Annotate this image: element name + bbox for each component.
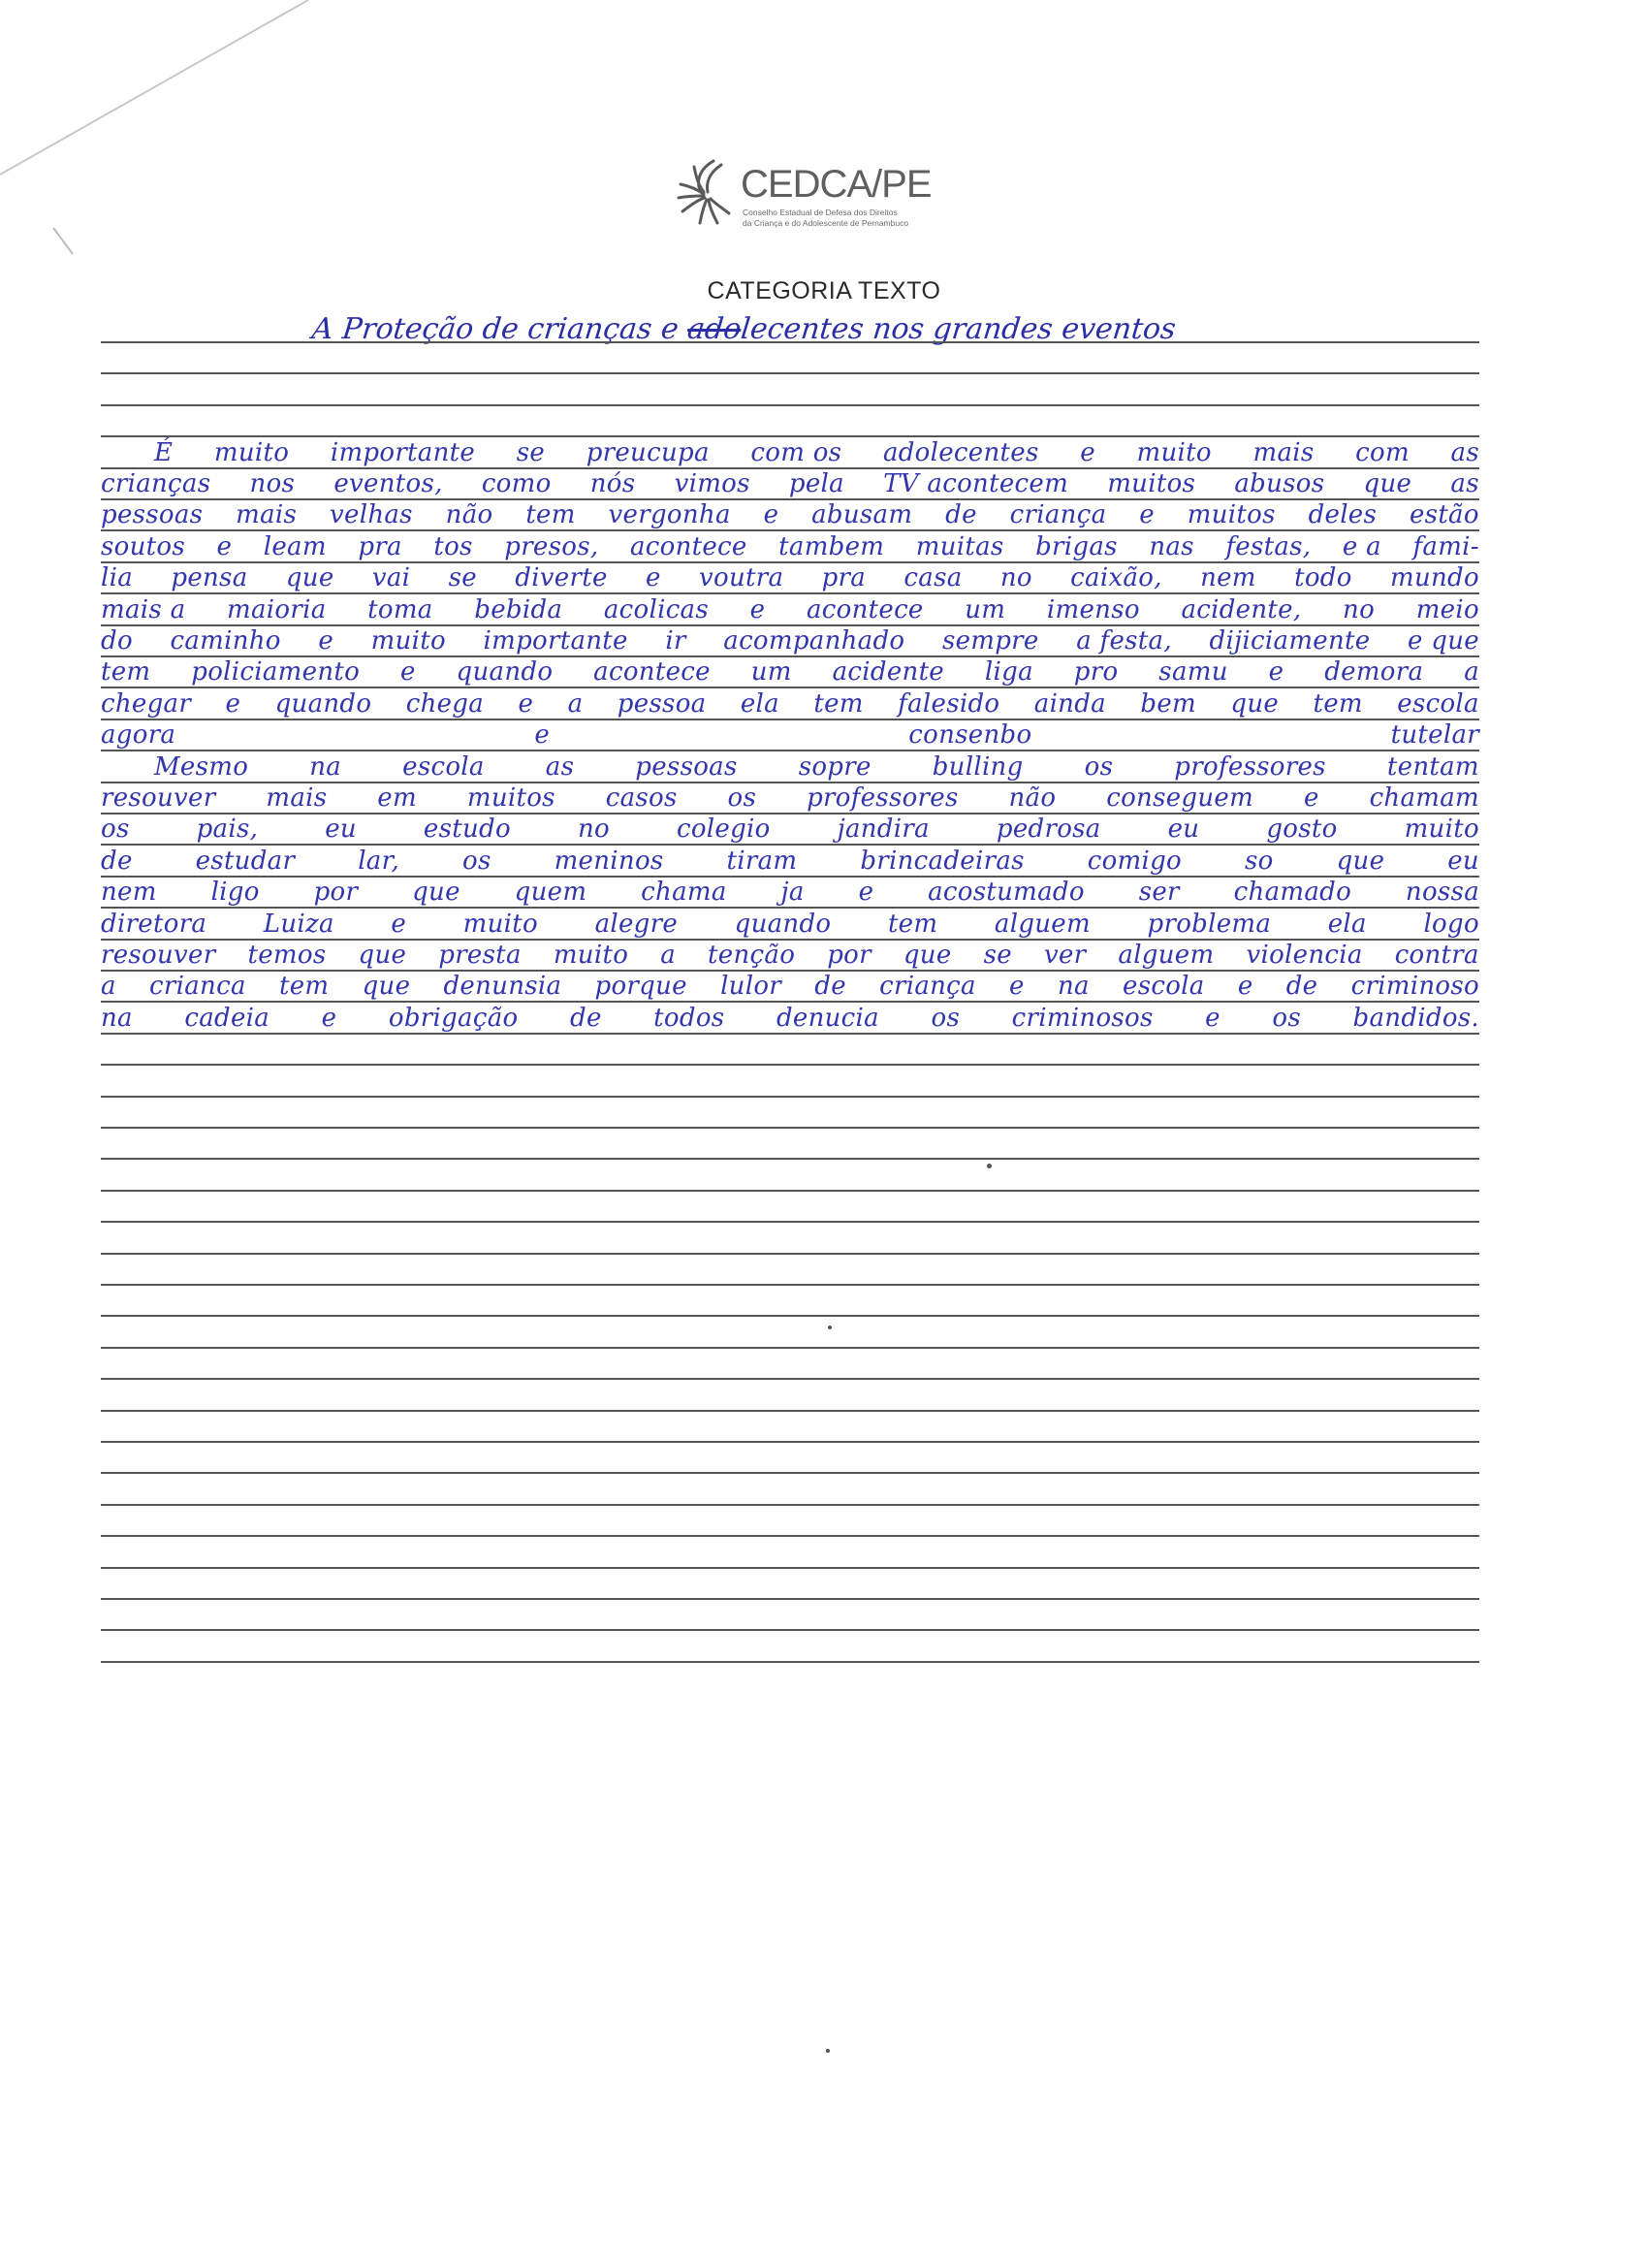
- ruled-line: [101, 1221, 1479, 1223]
- handwritten-word: e: [1303, 783, 1319, 813]
- handwritten-word: e: [749, 594, 766, 624]
- ruled-line: [101, 1441, 1479, 1443]
- handwritten-word: por: [827, 941, 872, 970]
- handwritten-word: um: [965, 594, 1006, 624]
- handwritten-word: vergonha: [608, 500, 731, 530]
- handwritten-word: acidente: [832, 657, 944, 687]
- handwritten-word: pra: [358, 531, 402, 561]
- handwritten-word: mais: [236, 500, 298, 530]
- handwritten-word: que: [285, 563, 334, 593]
- handwritten-word: tem: [278, 972, 330, 1002]
- handwritten-word: de: [945, 500, 977, 530]
- handwritten-word: quando: [734, 909, 832, 939]
- handwritten-word: pessoas: [101, 500, 204, 530]
- handwritten-word: acontece: [593, 657, 711, 687]
- handwritten-word: eu: [1167, 815, 1200, 845]
- title-part-after: lecentes nos grandes eventos: [739, 312, 1178, 346]
- handwritten-word: as: [1450, 469, 1479, 498]
- handwritten-line: [101, 595, 1479, 624]
- handwritten-word: criança: [1009, 500, 1107, 530]
- handwritten-word: que: [1363, 469, 1412, 498]
- handwritten-word: pensa: [171, 563, 248, 593]
- handwritten-word: abusam: [811, 500, 913, 530]
- ruled-line: [101, 1629, 1479, 1631]
- handwritten-word: tutelar: [1390, 720, 1479, 751]
- handwritten-word: não: [1008, 783, 1057, 813]
- handwritten-word: bebida: [474, 594, 563, 624]
- handwritten-word: lulor: [720, 972, 782, 1002]
- handwritten-line: [101, 815, 1479, 844]
- handwritten-word: casa: [903, 563, 963, 593]
- handwritten-line: [101, 941, 1479, 970]
- handwritten-word: em: [377, 783, 417, 813]
- ruled-line: [101, 1096, 1479, 1098]
- category-heading: CATEGORIA TEXTO: [707, 277, 941, 304]
- handwritten-word: tem: [813, 688, 864, 719]
- handwritten-word: e: [1268, 657, 1284, 687]
- handwritten-word: gosto: [1266, 815, 1338, 845]
- cedca-logo: [671, 155, 932, 242]
- handwritten-word: toma: [367, 594, 433, 624]
- handwritten-word: os: [727, 783, 757, 813]
- handwritten-word: estudar: [195, 846, 296, 876]
- handwritten-line: [101, 720, 1479, 750]
- handwritten-word: logo: [1423, 909, 1479, 939]
- ruled-line: [101, 1378, 1479, 1380]
- handwritten-word: e: [645, 563, 661, 593]
- ruled-line: [101, 1472, 1479, 1474]
- title-struck-text: ado: [685, 312, 744, 346]
- handwritten-word: a: [101, 972, 116, 1002]
- handwritten-word: problema: [1147, 909, 1272, 939]
- handwritten-word: muitos: [1187, 500, 1276, 530]
- handwritten-word: leam: [263, 531, 327, 561]
- handwritten-word: criminosos: [1011, 1003, 1154, 1033]
- handwritten-word: na: [101, 1003, 133, 1033]
- handwritten-word: os: [931, 1003, 961, 1033]
- handwritten-word: jandira: [837, 815, 930, 845]
- handwritten-word: muitos: [1107, 469, 1196, 498]
- ruled-line: [101, 1567, 1479, 1569]
- handwritten-word: mundo: [1390, 563, 1479, 593]
- handwritten-line: [101, 563, 1479, 592]
- logo-subtitle-line1: Conselho Estadual de Defesa dos Direitos: [743, 208, 898, 217]
- handwritten-word: e: [399, 657, 416, 687]
- handwritten-word: demora: [1324, 657, 1424, 687]
- handwritten-word: obrigação: [388, 1003, 519, 1033]
- handwritten-word: a: [660, 941, 677, 970]
- handwritten-word: colegio: [676, 815, 771, 845]
- handwritten-word: bem: [1140, 688, 1196, 719]
- handwritten-word: crianca: [149, 972, 246, 1002]
- handwritten-word: e: [321, 1003, 337, 1033]
- handwritten-word: brigas: [1035, 531, 1118, 561]
- handwritten-word: e a: [1342, 531, 1381, 561]
- handwritten-line: [101, 657, 1479, 687]
- handwritten-word: nem: [101, 878, 157, 908]
- handwritten-word: um: [750, 657, 792, 687]
- handwritten-word: meninos: [554, 846, 664, 876]
- handwritten-word: porque: [594, 972, 687, 1002]
- handwritten-word: estudo: [423, 815, 511, 845]
- handwritten-line: [101, 500, 1479, 529]
- handwritten-word: a: [567, 688, 584, 719]
- ruled-line: [101, 1158, 1479, 1160]
- handwritten-word: se: [516, 437, 546, 467]
- handwritten-word: quando: [274, 688, 372, 719]
- handwritten-word: chama: [641, 878, 727, 908]
- ruled-line: [101, 1253, 1479, 1255]
- handwritten-word: muito: [1136, 437, 1212, 467]
- handwritten-word: mais a: [101, 594, 186, 624]
- handwritten-word: e: [858, 878, 874, 908]
- handwritten-word: de: [570, 1003, 602, 1033]
- ruled-line: [101, 1535, 1479, 1537]
- handwritten-word: a: [1464, 657, 1479, 687]
- handwritten-word: alegre: [594, 909, 679, 939]
- paper-speck: [828, 1326, 832, 1329]
- handwritten-word: diverte: [515, 563, 608, 593]
- handwritten-line: [101, 438, 1479, 467]
- handwritten-word: do: [101, 626, 133, 655]
- handwritten-word: so: [1245, 846, 1274, 876]
- handwritten-word: como: [481, 469, 552, 498]
- handwritten-word: e: [318, 626, 334, 655]
- handwritten-word: casos: [605, 783, 678, 813]
- handwritten-word: meio: [1415, 594, 1479, 624]
- ruled-line: [101, 1284, 1479, 1286]
- paper-speck: [987, 1164, 992, 1168]
- handwritten-word: pessoas: [635, 751, 738, 782]
- handwritten-word: tem: [1313, 688, 1363, 719]
- handwritten-word: vimos: [674, 469, 750, 498]
- handwritten-word: policiamento: [191, 657, 361, 687]
- handwritten-word: comigo: [1087, 846, 1183, 876]
- handwritten-word: falesido: [898, 688, 1000, 719]
- handwritten-word: pais,: [196, 815, 259, 845]
- handwritten-line: [101, 972, 1479, 1001]
- handwritten-word: caixão,: [1070, 563, 1162, 593]
- cedca-emblem-icon: [671, 155, 741, 233]
- handwritten-word: sempre: [941, 626, 1039, 655]
- handwritten-word: lar,: [358, 846, 400, 876]
- handwritten-word: resouver: [101, 783, 216, 813]
- handwritten-word: de: [1285, 972, 1318, 1002]
- handwritten-word: por: [313, 878, 359, 908]
- handwritten-word: ir: [665, 626, 686, 655]
- handwritten-word: criminoso: [1350, 972, 1479, 1002]
- handwritten-word: que: [1336, 846, 1385, 876]
- handwritten-word: e que: [1408, 626, 1479, 655]
- handwritten-word: se: [448, 563, 477, 593]
- handwritten-word: chamam: [1369, 783, 1479, 813]
- handwritten-word: preucupa: [586, 437, 710, 467]
- ruled-line: [101, 1127, 1479, 1129]
- handwritten-word: eventos,: [333, 469, 443, 498]
- handwritten-word: tenção: [708, 941, 796, 970]
- handwritten-line: [101, 689, 1479, 719]
- handwritten-word: muito: [553, 941, 629, 970]
- handwritten-word: os: [462, 846, 491, 876]
- handwritten-word: abusos: [1234, 469, 1325, 498]
- handwritten-word: ela: [1327, 909, 1367, 939]
- handwritten-word: sopre: [798, 751, 872, 782]
- folded-corner: [0, 0, 407, 291]
- ruled-line: [101, 1504, 1479, 1506]
- ruled-line: [101, 1410, 1479, 1412]
- handwritten-word: quem: [514, 878, 587, 908]
- handwritten-word: se: [983, 941, 1012, 970]
- handwritten-word: denucia: [776, 1003, 879, 1033]
- handwritten-word: que: [412, 878, 460, 908]
- handwritten-word: ela: [740, 688, 779, 719]
- ruled-line: [101, 404, 1479, 406]
- handwritten-word: as: [545, 751, 575, 782]
- handwritten-word: que: [903, 941, 952, 970]
- handwritten-word: bulling: [932, 751, 1024, 782]
- handwritten-word: muito: [213, 437, 290, 467]
- handwritten-word: tiram: [726, 846, 798, 876]
- handwritten-word: Mesmo: [154, 751, 249, 782]
- handwritten-word: pela: [788, 469, 844, 498]
- ruled-line: [101, 1661, 1479, 1663]
- handwritten-word: na: [1057, 972, 1090, 1002]
- handwritten-word: estão: [1409, 500, 1479, 530]
- handwritten-word: que: [362, 972, 411, 1002]
- handwritten-word: e: [1237, 972, 1253, 1002]
- handwritten-word: presos,: [504, 531, 599, 561]
- handwritten-word: acolicas: [603, 594, 709, 624]
- handwritten-word: importante: [483, 626, 628, 655]
- handwritten-word: as: [1450, 437, 1479, 467]
- handwritten-word: voutra: [699, 563, 784, 593]
- handwritten-word: de: [101, 846, 133, 876]
- handwritten-word: com: [1355, 437, 1410, 467]
- handwritten-word: fami-: [1412, 531, 1479, 561]
- handwritten-word: Luiza: [263, 909, 334, 939]
- logo-wordmark: CEDCA/PE: [741, 163, 932, 206]
- handwritten-word: e: [216, 531, 233, 561]
- handwritten-word: tambem: [778, 531, 885, 561]
- handwritten-word: nas: [1149, 531, 1194, 561]
- handwritten-word: denunsia: [443, 972, 562, 1002]
- handwritten-word: ser: [1138, 878, 1180, 908]
- handwritten-word: professores: [807, 783, 959, 813]
- handwritten-word: muito: [1404, 815, 1479, 845]
- handwritten-word: mais: [266, 783, 328, 813]
- handwritten-word: nem: [1200, 563, 1256, 593]
- handwritten-word: acidente,: [1181, 594, 1302, 624]
- handwritten-word: acostumado: [928, 878, 1085, 908]
- ruled-line: [101, 341, 1479, 343]
- handwritten-word: TV acontecem: [883, 469, 1069, 498]
- handwritten-word: que: [358, 941, 407, 970]
- handwritten-word: deles: [1308, 500, 1378, 530]
- handwritten-word: cadeia: [184, 1003, 270, 1033]
- handwritten-word: tentam: [1386, 751, 1479, 782]
- handwritten-word: a festa,: [1076, 626, 1172, 655]
- handwritten-word: agora: [101, 720, 176, 751]
- handwritten-word: bandidos.: [1352, 1003, 1479, 1033]
- handwritten-word: mais: [1252, 437, 1315, 467]
- handwritten-word: pedrosa: [996, 815, 1101, 845]
- handwritten-line: [101, 910, 1479, 939]
- handwritten-word: chega: [405, 688, 485, 719]
- ruled-line: [101, 1064, 1479, 1066]
- handwritten-word: acontece: [806, 594, 924, 624]
- title-part-before: A Proteção de crianças e: [310, 312, 690, 346]
- handwritten-word: muito: [462, 909, 538, 939]
- handwritten-word: todos: [653, 1003, 725, 1033]
- paper-speck: [826, 2049, 830, 2053]
- handwritten-word: de: [814, 972, 846, 1002]
- handwritten-word: e: [1009, 972, 1025, 1002]
- handwritten-word: e: [391, 909, 407, 939]
- handwritten-word: tem: [887, 909, 938, 939]
- handwritten-word: vai: [371, 563, 411, 593]
- handwritten-word: os: [1084, 751, 1114, 782]
- handwritten-word: e: [763, 500, 779, 530]
- handwritten-word: tem: [101, 657, 151, 687]
- handwritten-word: brincadeiras: [860, 846, 1025, 876]
- handwritten-word: alguem: [1118, 941, 1215, 970]
- handwritten-word: na: [309, 751, 342, 782]
- handwritten-word: importante: [330, 437, 476, 467]
- handwritten-line: [101, 469, 1479, 498]
- handwritten-word: ligo: [210, 878, 260, 908]
- handwritten-word: pro: [1073, 657, 1119, 687]
- handwritten-word: caminho: [170, 626, 281, 655]
- handwritten-word: chegar: [101, 688, 192, 719]
- handwritten-word: contra: [1394, 941, 1479, 970]
- handwritten-word: temos: [247, 941, 327, 970]
- handwritten-word: samu: [1158, 657, 1228, 687]
- handwritten-word: que: [1230, 688, 1280, 719]
- handwritten-line: [101, 847, 1479, 876]
- handwritten-word: tos: [433, 531, 473, 561]
- handwritten-word: escola: [402, 751, 485, 782]
- handwritten-line: [101, 532, 1479, 561]
- handwritten-line: [101, 626, 1479, 655]
- handwritten-word: conseguem: [1106, 783, 1254, 813]
- handwritten-word: lia: [101, 563, 134, 593]
- handwritten-word: professores: [1174, 751, 1326, 782]
- handwritten-word: muitas: [915, 531, 1004, 561]
- handwritten-word: alguem: [994, 909, 1091, 939]
- handwritten-word: diretora: [101, 909, 207, 939]
- handwritten-line: [101, 752, 1479, 782]
- handwritten-word: no: [1343, 594, 1376, 624]
- handwritten-word: nos: [249, 469, 296, 498]
- handwritten-word: presta: [438, 941, 522, 970]
- handwritten-word: dijiciamente: [1209, 626, 1371, 655]
- handwritten-line: [101, 783, 1479, 813]
- handwritten-word: e: [1205, 1003, 1220, 1033]
- handwritten-word: adolecentes: [882, 437, 1039, 467]
- handwritten-word: acontece: [629, 531, 747, 561]
- handwritten-word: eu: [325, 815, 357, 845]
- handwritten-word: criança: [879, 972, 976, 1002]
- handwritten-word: e: [1080, 437, 1095, 467]
- handwritten-word: soutos: [101, 531, 185, 561]
- handwritten-word: e: [518, 688, 534, 719]
- handwritten-line: [101, 878, 1479, 907]
- logo-subtitle-line2: da Criança e do Adolescente de Pernambuco: [743, 218, 909, 228]
- ruled-line: [101, 1315, 1479, 1317]
- handwritten-word: os: [1272, 1003, 1301, 1033]
- handwritten-word: eu: [1447, 846, 1479, 876]
- handwritten-word: ja: [780, 878, 805, 908]
- handwritten-word: tem: [525, 500, 576, 530]
- handwritten-word: liga: [984, 657, 1033, 687]
- ruled-line: [101, 1347, 1479, 1349]
- handwritten-word: pra: [821, 563, 867, 593]
- handwritten-word: escola: [1397, 688, 1479, 719]
- handwritten-word: com os: [750, 437, 842, 467]
- handwritten-word: acompanhado: [723, 626, 905, 655]
- handwritten-word: resouver: [101, 941, 216, 970]
- handwritten-word: consenbo: [908, 720, 1032, 751]
- handwritten-word: violencia: [1246, 941, 1363, 970]
- handwritten-word: festas,: [1225, 531, 1312, 561]
- handwritten-word: maioria: [227, 594, 327, 624]
- handwritten-word: e: [534, 720, 551, 751]
- handwritten-line: [101, 1004, 1479, 1033]
- handwritten-word: nossa: [1405, 878, 1479, 908]
- handwritten-word: no: [999, 563, 1032, 593]
- handwritten-word: todo: [1294, 563, 1352, 593]
- handwritten-word: muitos: [466, 783, 555, 813]
- handwritten-word: e: [1139, 500, 1155, 530]
- handwritten-word: não: [445, 500, 493, 530]
- handwritten-word: chamado: [1233, 878, 1352, 908]
- handwritten-word: pessoa: [617, 688, 707, 719]
- handwritten-word: ver: [1043, 941, 1087, 970]
- handwritten-word: nós: [589, 469, 636, 498]
- handwritten-word: escola: [1123, 972, 1205, 1002]
- handwritten-word: muito: [370, 626, 446, 655]
- handwritten-word: no: [577, 815, 610, 845]
- ruled-line: [101, 1190, 1479, 1192]
- handwritten-word: quando: [456, 657, 554, 687]
- handwritten-word: os: [101, 815, 130, 845]
- handwritten-word: É: [154, 437, 174, 467]
- ruled-line: [101, 1598, 1479, 1600]
- ruled-line: [101, 372, 1479, 374]
- handwritten-word: e: [225, 688, 241, 719]
- handwritten-word: ainda: [1033, 688, 1106, 719]
- handwritten-word: crianças: [101, 469, 211, 498]
- ruled-line: [101, 1033, 1479, 1035]
- handwritten-word: velhas: [330, 500, 413, 530]
- handwritten-word: imenso: [1046, 594, 1140, 624]
